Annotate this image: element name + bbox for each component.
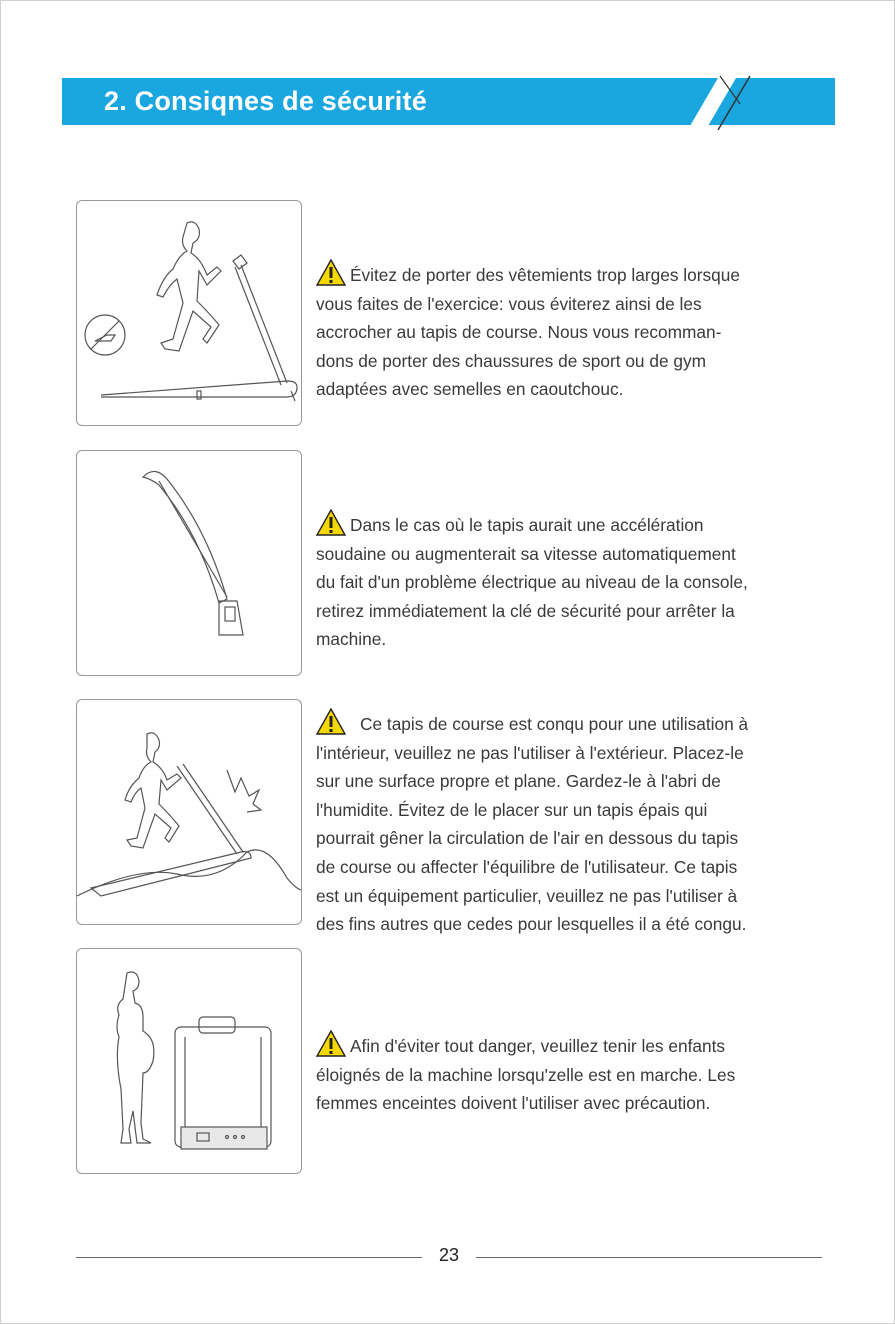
text-line: vous faites de l'exercice: vous éviterez ainsi de les xyxy=(316,293,702,314)
safety-paragraph xyxy=(316,509,846,654)
warning-icon xyxy=(316,259,346,286)
text-line: machine. xyxy=(316,629,387,650)
footer-rule-left xyxy=(76,1257,422,1258)
pregnant-woman-treadmill-illustration xyxy=(77,949,301,1173)
text-line: soudaine ou augmenterait sa vitesse automatiquement xyxy=(316,543,736,564)
text-line: adaptées avec semelles en caoutchouc. xyxy=(316,379,624,400)
text-line: du fait d'un problème électrique au niveau de la console, xyxy=(316,572,748,593)
text-line: dons de porter des chaussures de sport ou de gym xyxy=(316,350,707,371)
text-line: pourrait gêner la circulation de l'air en dessous du tapis xyxy=(316,828,739,849)
text-line: de course ou affecter l'équilibre de l'utilisateur. Ce tapis xyxy=(316,856,738,877)
text-line xyxy=(316,1030,846,1061)
text-line: accrocher au tapis de course. Nous vous recomman- xyxy=(316,322,722,343)
safety-paragraph xyxy=(316,708,846,939)
page-footer xyxy=(76,1245,822,1269)
text-line-content: Ce tapis de course est conqu pour une utilisation à xyxy=(360,714,749,734)
warning-icon xyxy=(316,1030,346,1057)
text-line-content: Afin d'éviter tout danger, veuillez tenir les enfants xyxy=(350,1036,726,1056)
treadmill-uneven-ground-illustration xyxy=(77,700,301,924)
text-line-content: Évitez de porter des vêtemients trop larges lorsque xyxy=(350,265,740,285)
warning-icon xyxy=(316,509,346,536)
safety-paragraph xyxy=(316,259,846,404)
text-line: femmes enceintes doivent l'utiliser avec précaution. xyxy=(316,1093,711,1114)
text-line xyxy=(316,509,846,540)
text-line: des fins autres que cedes pour lesquelles il a été congu. xyxy=(316,914,747,935)
text-line: éloignés de la machine lorsqu'zelle est en marche. Les xyxy=(316,1064,736,1085)
text-line xyxy=(316,259,846,290)
footer-rule-right xyxy=(476,1257,822,1258)
warning-icon xyxy=(316,708,346,735)
text-line: l'intérieur, veuillez ne pas l'utiliser à l'extérieur. Placez-le xyxy=(316,742,744,763)
text-line: sur une surface propre et plane. Gardez-le à l'abri de xyxy=(316,771,721,792)
page-number: 23 xyxy=(438,1245,460,1265)
illustration-safety-key xyxy=(76,450,302,676)
handle-safety-key-illustration xyxy=(77,451,301,675)
text-line: l'humidite. Évitez de le placer sur un tapis épais qui xyxy=(316,799,708,820)
text-line: est un équipement particulier, veuillez ne pas l'utiliser à xyxy=(316,885,738,906)
runner-treadmill-illustration xyxy=(77,201,301,425)
header-decoration xyxy=(690,74,780,130)
illustration-children-pregnancy xyxy=(76,948,302,1174)
safety-paragraph xyxy=(316,1030,846,1118)
illustration-runner-clothing xyxy=(76,200,302,426)
text-line-content: Dans le cas où le tapis aurait une accélération xyxy=(350,515,704,535)
text-line xyxy=(316,708,846,739)
illustration-uneven-ground xyxy=(76,699,302,925)
section-title: 2. Consiqnes de sécurité xyxy=(104,86,427,116)
text-line: retirez immédiatement la clé de sécurité pour arrêter la xyxy=(316,600,735,621)
